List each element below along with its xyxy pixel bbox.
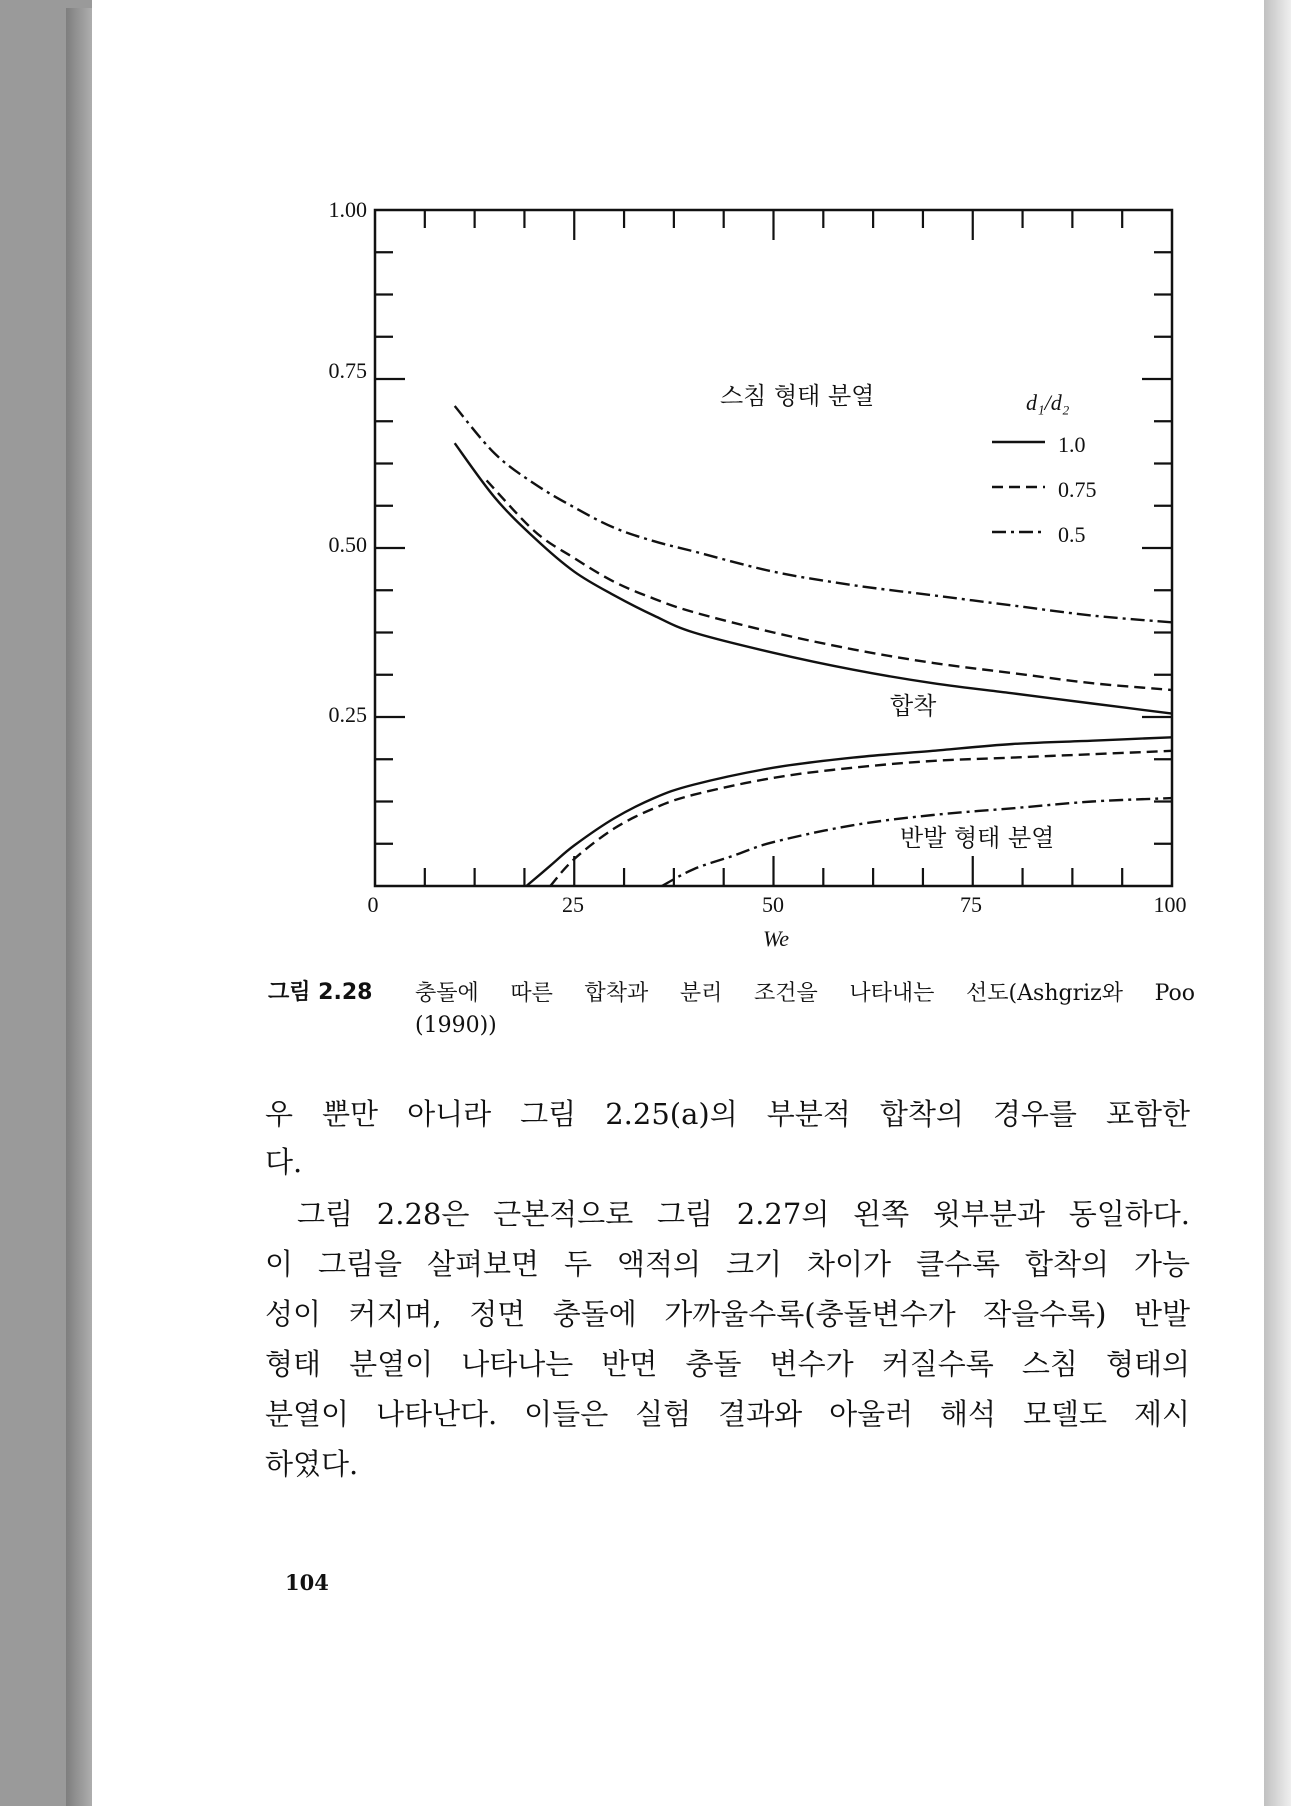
region-label-coalescence: 합착 bbox=[890, 692, 937, 720]
x-tick-label-100: 100 bbox=[1153, 892, 1187, 917]
body-text-line-4: 이 그림을 살펴보면 두 액적의 크기 차이가 클수록 합착의 가능 bbox=[265, 1247, 1190, 1281]
y-tick-label-0.25: 0.25 bbox=[328, 702, 367, 727]
x-tick-label-50: 50 bbox=[762, 892, 784, 917]
x-tick-label-75: 75 bbox=[960, 892, 982, 917]
x-tick-label-0: 0 bbox=[367, 892, 379, 917]
body-text-line-6: 형태 분열이 나타나는 반면 충돌 변수가 커질수록 스침 형태의 bbox=[265, 1347, 1190, 1381]
body-text-line-1: 우 뿐만 아니라 그림 2.25(a)의 부분적 합착의 경우를 포함한 bbox=[265, 1097, 1190, 1131]
x-tick-label-25: 25 bbox=[562, 892, 584, 917]
axis-ticks bbox=[375, 210, 1172, 886]
body-text-line-8: 하였다. bbox=[265, 1447, 359, 1481]
legend-label-0.5: 0.5 bbox=[1058, 522, 1086, 547]
y-tick-label-1.00: 1.00 bbox=[328, 197, 367, 222]
body-text-line-5: 성이 커지며, 정면 충돌에 가까울수록(충돌변수가 작을수록) 반발 bbox=[265, 1297, 1190, 1331]
legend-title: d₁/d₂ bbox=[1026, 390, 1070, 415]
y-tick-label-0.50: 0.50 bbox=[328, 532, 367, 557]
region-label-grazing-separation: 스침 형태 분열 bbox=[720, 382, 875, 410]
body-text-line-7: 분열이 나타난다. 이들은 실험 결과와 아울러 해석 모델도 제시 bbox=[265, 1397, 1190, 1431]
figure-caption-label: 그림 2.28 bbox=[268, 980, 373, 1005]
series-line-lower-d-ratio-0.75 bbox=[550, 751, 1172, 886]
figure-caption-text: 충돌에 따른 합착과 분리 조건을 나타내는 선도(Ashgriz와 Poo bbox=[415, 981, 1195, 1006]
x-axis-label: We bbox=[762, 926, 790, 951]
figure-caption-text-line2: (1990)) bbox=[415, 1013, 497, 1038]
body-text-line-2: 다. bbox=[265, 1145, 303, 1179]
y-tick-label-0.75: 0.75 bbox=[328, 358, 367, 383]
plot-frame bbox=[375, 210, 1172, 886]
page-number: 104 bbox=[285, 1570, 329, 1595]
body-text-line-3: 그림 2.28은 근본적으로 그림 2.27의 왼쪽 윗부분과 동일하다. bbox=[297, 1197, 1190, 1231]
legend-label-0.75: 0.75 bbox=[1058, 477, 1097, 502]
series-line-upper-d-ratio-0.75 bbox=[487, 480, 1172, 690]
region-label-reflexive-separation: 반발 형태 분열 bbox=[900, 824, 1055, 852]
series-line-lower-d-ratio-1.0 bbox=[526, 737, 1172, 886]
legend-label-1.0: 1.0 bbox=[1058, 432, 1086, 457]
